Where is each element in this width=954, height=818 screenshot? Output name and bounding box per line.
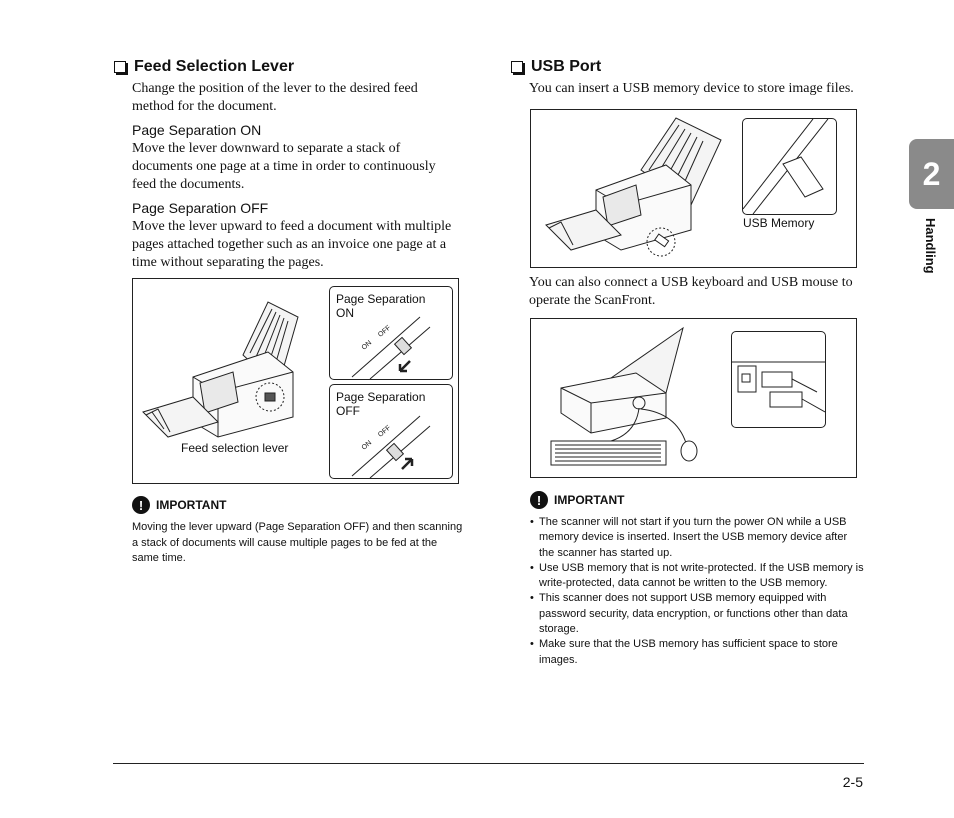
usb-stick-icon (743, 119, 836, 214)
switch-on-label: ON (360, 439, 374, 452)
checkbox-bullet-icon (511, 61, 523, 73)
usb-memory-label: USB Memory (743, 216, 815, 230)
callout-page-separation-off: Page Separation OFF OFF ON (329, 384, 453, 479)
scanner-keyboard-mouse-illustration (541, 323, 721, 473)
page-separation-on-text: Move the lever downward to separate a stack of documents one page at a time in order to continuously feed the documents. (132, 141, 436, 192)
exclamation-icon: ! (530, 491, 548, 509)
callout-page-separation-on: Page Separation ON OFF ON (329, 286, 453, 380)
scanner-usb-illustration (541, 115, 731, 265)
footer-rule (113, 763, 864, 764)
list-item: • Make sure that the USB memory has sufficient space to store images. (530, 637, 865, 668)
important-note-right: ! IMPORTANT • The scanner will not start if you turn the power ON while a USB memory device is inserted. Insert the USB memory device after the scanner has started up. • Use USB memory that is not write-protected. If the USB memory is write-protected, data cannot be written to the USB memory. • This scanner does not support USB memory equipped with password security, data encryption, or functions other than data storage. • Make sure that the USB memory has sufficient space to store images. (530, 491, 865, 668)
usb-intro: You can insert a USB memory device to store image files. (529, 81, 854, 96)
section-heading-feed-selection: Feed Selection Lever (113, 58, 463, 76)
page-separation-off-title: Page Separation OFF (132, 200, 269, 216)
important-note-left: ! IMPORTANT Moving the lever upward (Page Separation OFF) and then scanning a stack of documents will cause multiple pages to be fed at the same time. (132, 496, 467, 567)
page-number: 2-5 (842, 774, 863, 790)
page-separation-on-title: Page Separation ON (132, 122, 262, 138)
right-column (510, 58, 862, 100)
usb-memory-closeup (742, 118, 837, 215)
feed-intro: Change the position of the lever to the desired feed method for the document. (132, 81, 418, 114)
usb-keyboard-mouse-figure (530, 318, 857, 478)
left-column (113, 58, 463, 274)
switch-off-label: OFF (377, 424, 393, 439)
feed-lever-figure (132, 278, 459, 484)
usb-keyboard-text: You can also connect a USB keyboard and USB mouse to operate the ScanFront. (529, 275, 853, 308)
exclamation-icon: ! (132, 496, 150, 514)
usb-memory-figure (530, 109, 857, 268)
page-separation-off-text: Move the lever upward to feed a document with multiple pages attached together such as an invoice one page at a time without separating the pages. (132, 219, 452, 270)
list-item: • The scanner will not start if you turn the power ON while a USB memory device is inserted. Insert the USB memory device after the scanner has started up. (530, 515, 865, 561)
important-text-left: Moving the lever upward (Page Separation OFF) and then scanning a stack of documents will cause multiple pages to be fed at the same time. (132, 521, 463, 564)
list-item: • Use USB memory that is not write-protected. If the USB memory is write-protected, data cannot be written to the USB memory. (530, 561, 865, 592)
chapter-tab: 2 (909, 139, 954, 209)
feed-selection-lever-label: Feed selection lever (181, 441, 289, 455)
section-heading-usb-port: USB Port (510, 58, 862, 76)
important-list-right (530, 515, 865, 668)
usb-plugs-icon (732, 332, 825, 427)
switch-on-label: ON (360, 339, 374, 352)
scanner-illustration (138, 297, 333, 457)
chapter-side-label: Handling (923, 218, 938, 274)
usb-port-closeup (731, 331, 826, 428)
checkbox-bullet-icon (114, 61, 126, 73)
switch-off-label: OFF (377, 324, 393, 339)
list-item: • This scanner does not support USB memory equipped with password security, data encryption, or functions other than data storage. (530, 591, 865, 637)
